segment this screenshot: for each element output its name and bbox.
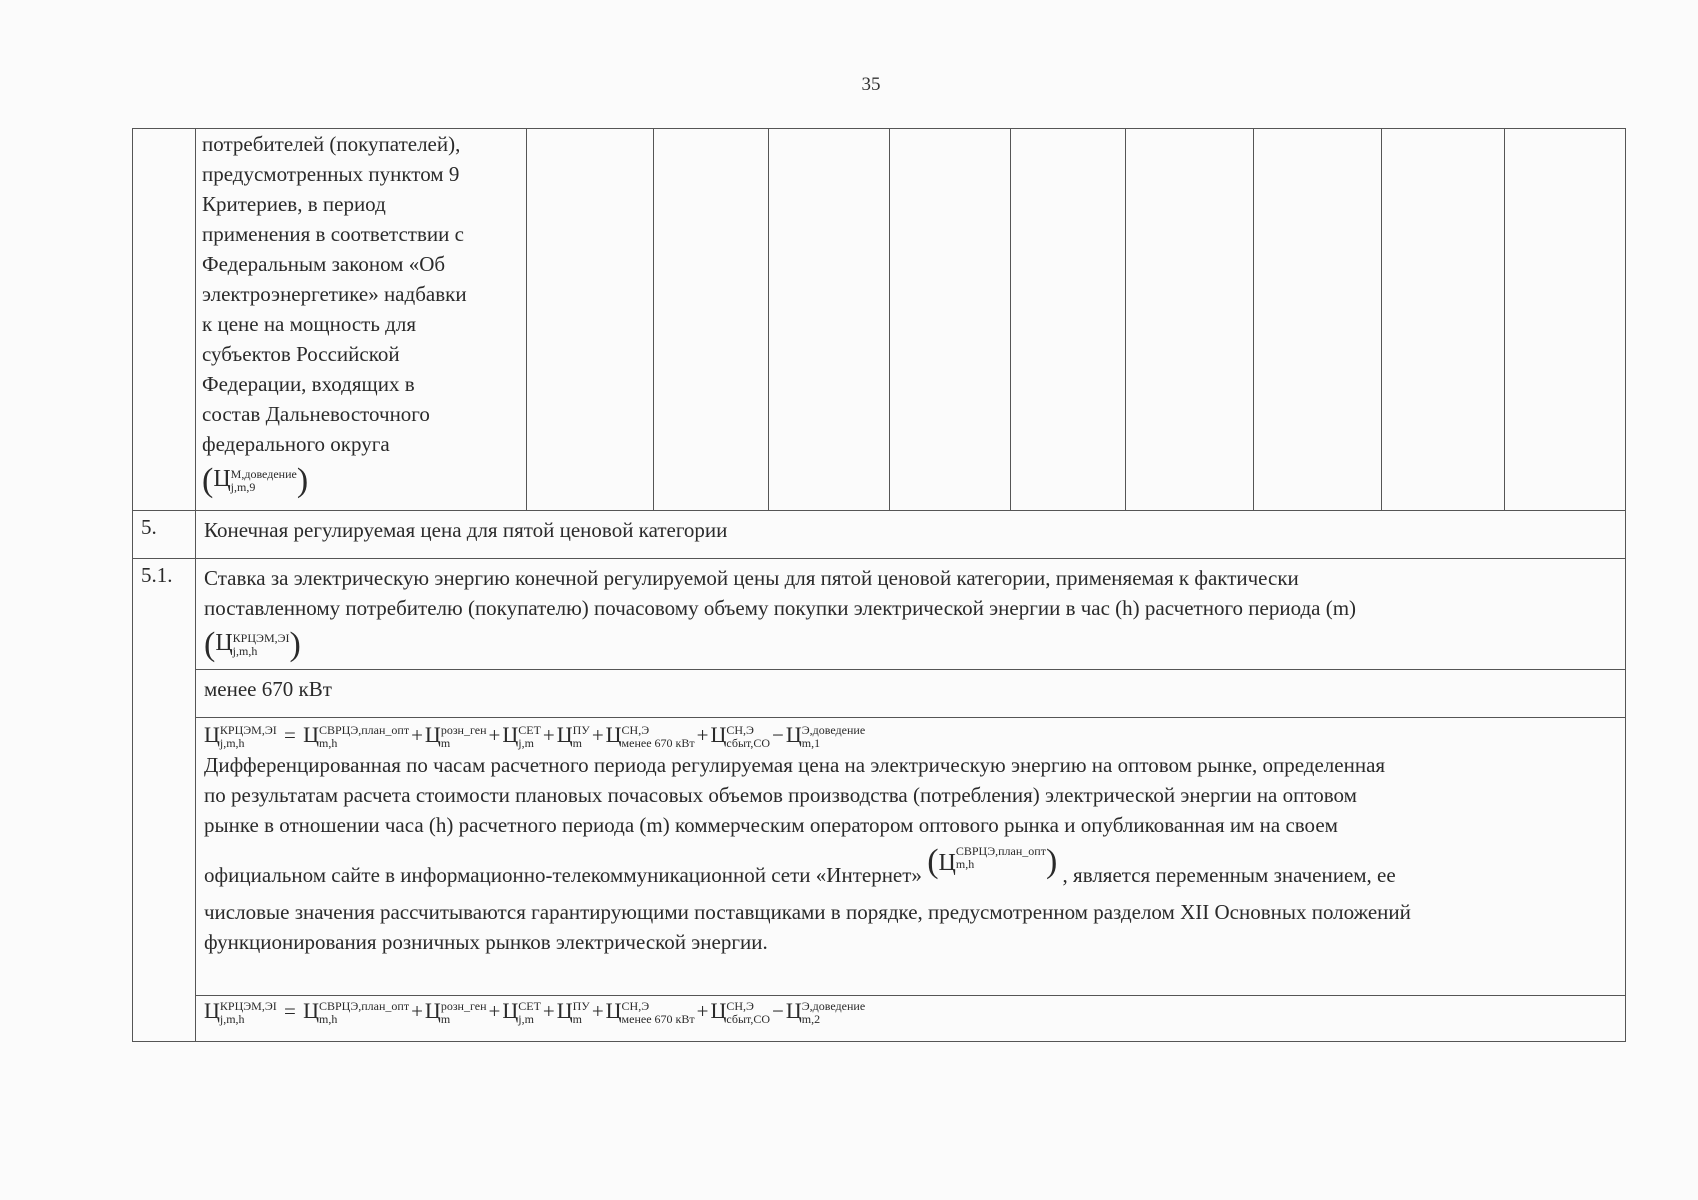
formula-term: Ц Э,доведение m,2 [785, 998, 866, 1027]
row-number-cell [133, 129, 196, 511]
operator: − [772, 999, 784, 1024]
text-line: федерального округа [202, 432, 390, 456]
formula-term: Ц СЕТ j,m [502, 722, 541, 751]
formula-2 [196, 996, 1626, 1042]
text-line: применения в соответствии с [202, 222, 464, 246]
empty-cell [769, 129, 890, 511]
text-line: потребителей (покупателей), [202, 132, 461, 156]
row-title: Конечная регулируемая цена для пятой ценовой категории [196, 511, 1626, 559]
text-line: числовые значения рассчитываются гарантирующими поставщиками в порядке, предусмотренном разделом XII Основных положений [204, 900, 1411, 925]
formula-term: Ц ПУ m [556, 998, 590, 1027]
formula-lhs: Ц КРЦЭМ,ЭI j,m,h [204, 722, 277, 751]
equals-sign: = [278, 999, 302, 1024]
symbol-block: (Ц М,доведение j,m,9 ) [202, 462, 309, 500]
empty-cell [1011, 129, 1126, 511]
formula-term: Ц СН,Э менее 670 кВт [605, 998, 695, 1027]
formula-description-row [133, 718, 1626, 996]
operator: + [696, 999, 709, 1024]
equals-sign: = [278, 723, 302, 748]
text-line: Федеральным законом «Об [202, 252, 446, 276]
table-row-5-1 [133, 559, 1626, 670]
formula-term: Ц ПУ m [556, 722, 590, 751]
text-line: поставленному потребителю (покупателю) почасовому объему покупки электрической энергии в час (h) расчетного периода (m) [204, 596, 1357, 620]
text-line: Дифференцированная по часам расчетного периода регулируемая цена на электрическую энергию на оптовом рынке, определенная [204, 753, 1386, 778]
formula-description-cell [196, 718, 1626, 996]
symbol-block: (Ц КРЦЭМ,ЭI j,m,h ) [204, 626, 301, 664]
text-line: рынке в отношении часа (h) расчетного периода (m) коммерческим оператором оптового рынка и опубликованная им на своем [204, 813, 1338, 838]
empty-cell [1126, 129, 1254, 511]
table-row-5 [133, 511, 1626, 559]
empty-cell [1505, 129, 1626, 511]
text-line: предусмотренных пунктом 9 [202, 162, 460, 186]
row-description-cell [196, 129, 527, 511]
formula-term: Ц СВРЦЭ,план_опт m,h [303, 722, 410, 751]
operator: + [591, 723, 604, 748]
text-line: состав Дальневосточного [202, 402, 430, 426]
empty-cell [527, 129, 654, 511]
formula-term: Ц СН,Э сбыт,СО [710, 998, 771, 1027]
text-line: Критериев, в период [202, 192, 386, 216]
operator: − [772, 723, 784, 748]
operator: + [591, 999, 604, 1024]
operator: + [488, 999, 501, 1024]
formula-lhs: Ц КРЦЭМ,ЭI j,m,h [204, 998, 277, 1027]
formula-term: Ц розн_ген m [424, 722, 487, 751]
empty-cell [1254, 129, 1382, 511]
text-line: электроэнергетике» надбавки [202, 282, 467, 306]
empty-cell [890, 129, 1011, 511]
formula-term: Ц СЕТ j,m [502, 998, 541, 1027]
formula-term: Ц СВРЦЭ,план_опт m,h [303, 998, 410, 1027]
operator: + [411, 723, 423, 748]
empty-cell [1382, 129, 1505, 511]
text-line: по результатам расчета стоимости плановых почасовых объемов производства (потребления) электрической энергии на оптовом [204, 783, 1357, 808]
text-line: Федерации, входящих в [202, 372, 415, 396]
formula-1 [204, 720, 1617, 750]
formula-term: Ц Э,доведение m,1 [785, 722, 866, 751]
empty-cell [654, 129, 769, 511]
text-line: Ставка за электрическую энергию конечной регулируемой цены для пятой ценовой категории, применяемая к фактически [204, 566, 1299, 590]
row-number: 5.1. [133, 559, 196, 1042]
formula-row-2 [133, 996, 1626, 1042]
text-line: функционирования розничных рынков электрической энергии. [204, 930, 768, 955]
operator: + [696, 723, 709, 748]
formula-term: Ц розн_ген m [424, 998, 487, 1027]
tariff-table [132, 128, 1626, 1042]
page-number: 35 [861, 74, 881, 95]
text-line-with-symbol: официальном сайте в информационно-телекоммуникационной сети «Интернет» (Ц СВРЦЭ,план_опт m,h ) , является переменным значением, ее [204, 843, 1396, 888]
power-category: менее 670 кВт [196, 670, 1626, 718]
formula-term: Ц СН,Э менее 670 кВт [605, 722, 695, 751]
operator: + [488, 723, 501, 748]
text-line: к цене на мощность для [202, 312, 416, 336]
operator: + [411, 999, 423, 1024]
power-category-row [133, 670, 1626, 718]
formula-term: Ц СН,Э сбыт,СО [710, 722, 771, 751]
text-line: субъектов Российской [202, 342, 400, 366]
operator: + [542, 999, 555, 1024]
table-row-4-continuation [133, 129, 1626, 511]
row-description [196, 559, 1626, 670]
operator: + [542, 723, 555, 748]
row-number: 5. [133, 511, 196, 559]
